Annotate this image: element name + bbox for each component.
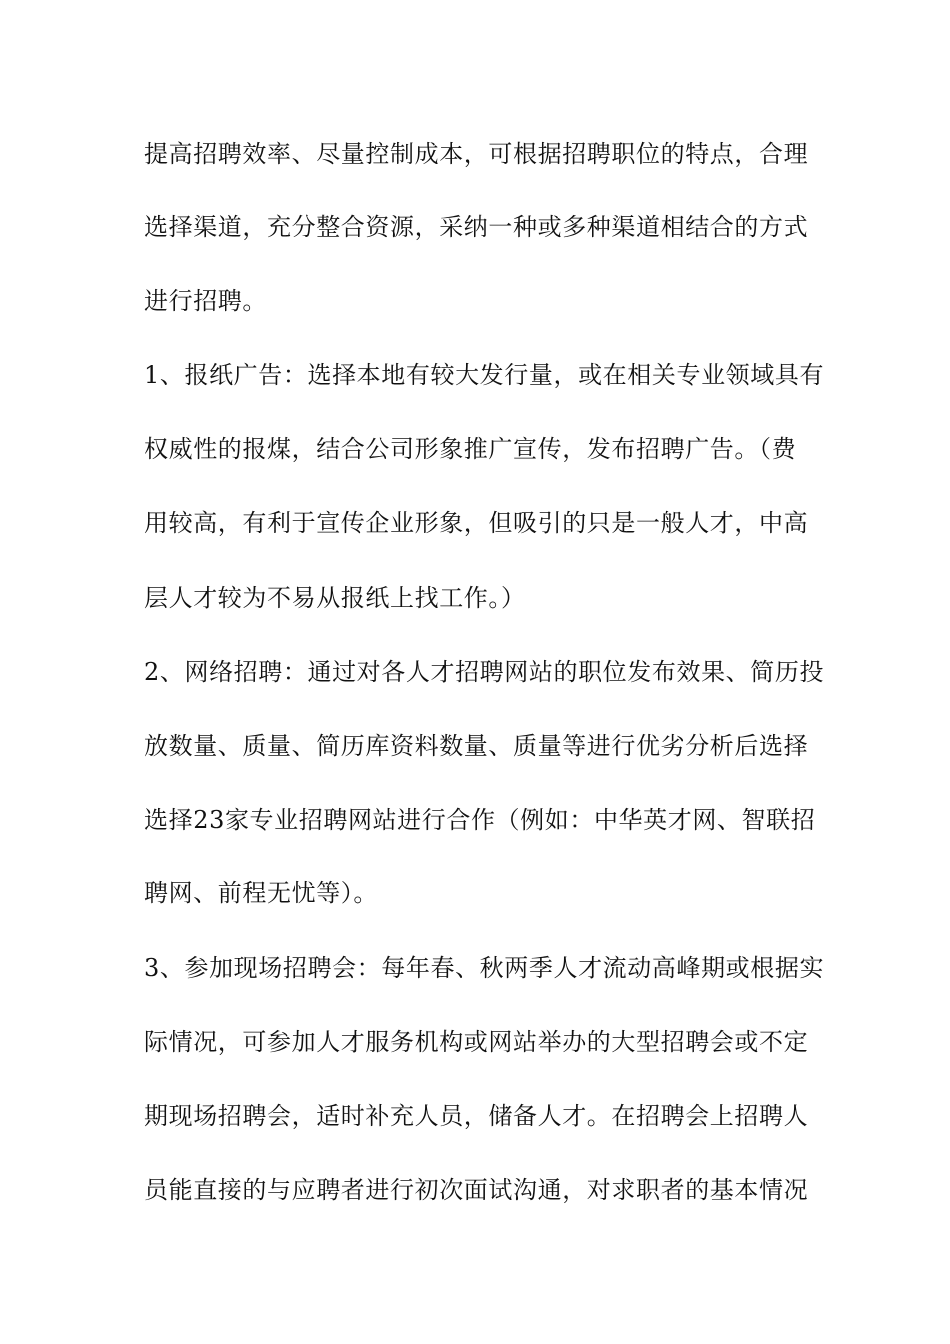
- text-line: 选择渠道，充分整合资源，采纳一种或多种渠道相结合的方式: [144, 213, 809, 241]
- text-line: 3、参加现场招聘会：每年春、秋两季人才流动高峰期或根据实: [144, 954, 825, 982]
- text-line: 期现场招聘会，适时补充人员，储备人才。在招聘会上招聘人: [144, 1102, 809, 1130]
- text-line: 提高招聘效率、尽量控制成本，可根据招聘职位的特点，合理: [144, 140, 809, 168]
- text-line: 进行招聘。: [144, 287, 267, 315]
- text-line: 际情况，可参加人才服务机构或网站举办的大型招聘会或不定: [144, 1028, 809, 1056]
- text-line: 放数量、质量、简历库资料数量、质量等进行优劣分析后选择: [144, 732, 809, 760]
- text-line: 权威性的报煤，结合公司形象推广宣传，发布招聘广告。（费: [144, 435, 797, 463]
- text-line: 选择23家专业招聘网站进行合作（例如：中华英才网、智联招: [144, 806, 816, 834]
- text-line: 员能直接的与应聘者进行初次面试沟通，对求职者的基本情况: [144, 1176, 809, 1204]
- text-line: 层人才较为不易从报纸上找工作。）: [144, 584, 526, 612]
- text-line: 用较高，有利于宣传企业形象，但吸引的只是一般人才，中高: [144, 509, 809, 537]
- text-line: 1、报纸广告：选择本地有较大发行量，或在相关专业领域具有: [144, 361, 825, 389]
- text-line: 聘网、前程无忧等）。: [144, 879, 378, 907]
- text-line: 2、网络招聘：通过对各人才招聘网站的职位发布效果、简历投: [144, 658, 825, 686]
